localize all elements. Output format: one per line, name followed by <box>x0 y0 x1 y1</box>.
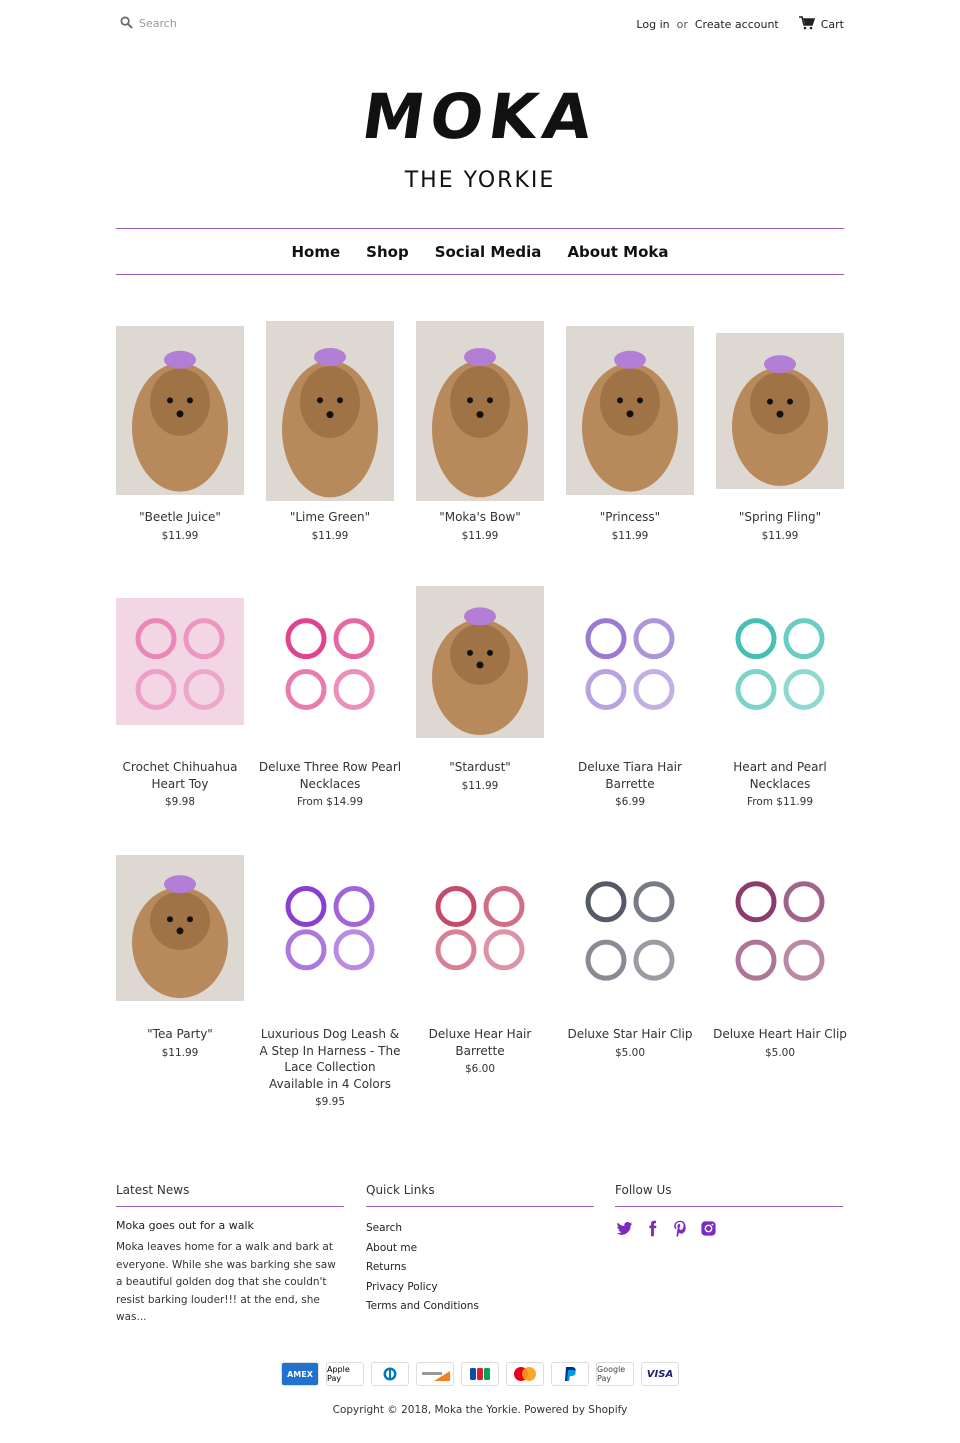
product-info <box>258 759 402 808</box>
nav-item-home[interactable]: Home <box>291 242 341 261</box>
product-info <box>108 1026 252 1059</box>
footer-quick-links <box>366 1183 594 1317</box>
product-title[interactable]: "Lime Green" <box>289 510 371 524</box>
product-image[interactable] <box>566 855 694 1001</box>
product-info <box>108 759 252 808</box>
login-link[interactable]: Log in <box>636 18 670 31</box>
instagram-icon[interactable] <box>699 1219 717 1237</box>
product-price: From $14.99 <box>296 796 364 808</box>
product-price: $6.00 <box>464 1063 496 1075</box>
amex-icon: AMEX <box>281 1362 319 1386</box>
product-info <box>408 1026 552 1075</box>
product-image[interactable] <box>716 333 844 489</box>
product-title[interactable]: Deluxe Hear Hair Barrette <box>428 1027 532 1058</box>
footer-follow-us <box>615 1183 843 1237</box>
copyright: Copyright © 2018, Moka the Yorkie. Powered by Shopify <box>332 1404 628 1416</box>
product-price: $11.99 <box>311 529 349 542</box>
product-image[interactable] <box>116 326 244 495</box>
product-image[interactable] <box>566 326 694 495</box>
nav-item-shop[interactable]: Shop <box>366 242 409 261</box>
google-pay-icon: Google Pay <box>596 1362 634 1386</box>
pinterest-icon[interactable] <box>671 1219 689 1237</box>
product-price: $11.99 <box>611 529 649 542</box>
product-info <box>558 1026 702 1059</box>
product-title[interactable]: Heart and Pearl Necklaces <box>733 760 827 791</box>
product-price: $6.99 <box>614 796 646 808</box>
product-info <box>708 1026 852 1059</box>
latest-news-heading: Latest News <box>116 1183 344 1207</box>
product-image[interactable] <box>716 598 844 725</box>
nav-item-about-moka[interactable]: About Moka <box>567 242 669 261</box>
product-price: $11.99 <box>461 529 499 542</box>
create-account-link[interactable]: Create account <box>694 18 779 31</box>
quick-link-about-me[interactable]: About me <box>366 1241 418 1254</box>
product-price: $9.95 <box>314 1096 346 1108</box>
product-image[interactable] <box>266 598 394 725</box>
product-image[interactable] <box>566 598 694 725</box>
product-info <box>558 509 702 542</box>
quick-links-heading: Quick Links <box>366 1183 594 1207</box>
logo-line-2: THE YORKIE <box>404 168 556 193</box>
logo-line-1: MOKA <box>357 80 603 153</box>
product-title[interactable]: "Beetle Juice" <box>139 510 221 524</box>
social-links <box>615 1219 843 1237</box>
product-price: $5.00 <box>614 1046 646 1059</box>
product-image[interactable] <box>266 321 394 501</box>
product-info <box>408 759 552 792</box>
product-title[interactable]: "Tea Party" <box>147 1027 213 1041</box>
product-info <box>258 1026 402 1108</box>
product-title[interactable]: "Moka's Bow" <box>439 510 521 524</box>
product-image[interactable] <box>416 872 544 980</box>
product-title[interactable]: Crochet Chihuahua Heart Toy <box>122 760 238 791</box>
product-image[interactable] <box>416 586 544 738</box>
product-title[interactable]: Deluxe Heart Hair Clip <box>713 1027 847 1041</box>
mastercard-icon <box>506 1362 544 1386</box>
discover-icon <box>416 1362 454 1386</box>
quick-link-privacy-policy[interactable]: Privacy Policy <box>366 1280 438 1293</box>
visa-icon: VISA <box>641 1362 679 1386</box>
product-price: $11.99 <box>161 529 199 542</box>
quick-link-terms[interactable]: Terms and Conditions <box>366 1300 479 1312</box>
footer-latest-news <box>116 1183 344 1327</box>
product-info <box>708 759 852 808</box>
quick-link-search[interactable]: Search <box>366 1222 403 1234</box>
product-info <box>408 509 552 542</box>
product-image[interactable] <box>716 855 844 1001</box>
product-image[interactable] <box>266 872 394 980</box>
payment-icons <box>0 1362 960 1386</box>
diners-club-icon <box>371 1362 409 1386</box>
product-title[interactable]: Deluxe Star Hair Clip <box>567 1027 693 1041</box>
cart-label: Cart <box>820 18 844 31</box>
product-info <box>558 759 702 808</box>
product-price: $11.99 <box>161 1046 199 1059</box>
news-article-excerpt: Moka leaves home for a walk and bark at everyone. While she was barking she saw a beautiful golden dog that she couldn't resist barking louder!!! at the end, she was... <box>116 1241 336 1323</box>
product-info <box>258 509 402 542</box>
apple-pay-icon: Apple Pay <box>326 1362 364 1386</box>
product-price: From $11.99 <box>746 796 814 808</box>
twitter-icon[interactable] <box>615 1219 633 1237</box>
follow-us-heading: Follow Us <box>615 1183 843 1207</box>
product-image[interactable] <box>116 855 244 1001</box>
product-image[interactable] <box>116 598 244 725</box>
or-separator: or <box>676 18 688 31</box>
product-title[interactable]: Deluxe Three Row Pearl Necklaces <box>258 760 402 791</box>
product-title[interactable]: "Spring Fling" <box>738 510 822 524</box>
product-title[interactable]: "Princess" <box>599 510 661 524</box>
jcb-icon <box>461 1362 499 1386</box>
facebook-icon[interactable] <box>643 1219 661 1237</box>
product-price: $9.98 <box>164 796 196 808</box>
product-price: $5.00 <box>764 1046 796 1059</box>
paypal-icon <box>551 1362 589 1386</box>
nav-item-social-media[interactable]: Social Media <box>434 242 542 261</box>
quick-link-returns[interactable]: Returns <box>366 1261 407 1273</box>
product-image[interactable] <box>416 321 544 501</box>
quick-links-list <box>366 1219 594 1317</box>
product-price: $11.99 <box>461 779 499 792</box>
news-article-title[interactable]: Moka goes out for a walk <box>116 1219 254 1232</box>
product-title[interactable]: Deluxe Tiara Hair Barrette <box>578 760 682 791</box>
product-info <box>708 509 852 542</box>
product-title[interactable]: Luxurious Dog Leash & A Step In Harness - The Lace Collection Available in 4 Colors <box>259 1027 401 1091</box>
product-info <box>108 509 252 542</box>
product-price: $11.99 <box>761 529 799 542</box>
product-title[interactable]: "Stardust" <box>449 760 511 774</box>
